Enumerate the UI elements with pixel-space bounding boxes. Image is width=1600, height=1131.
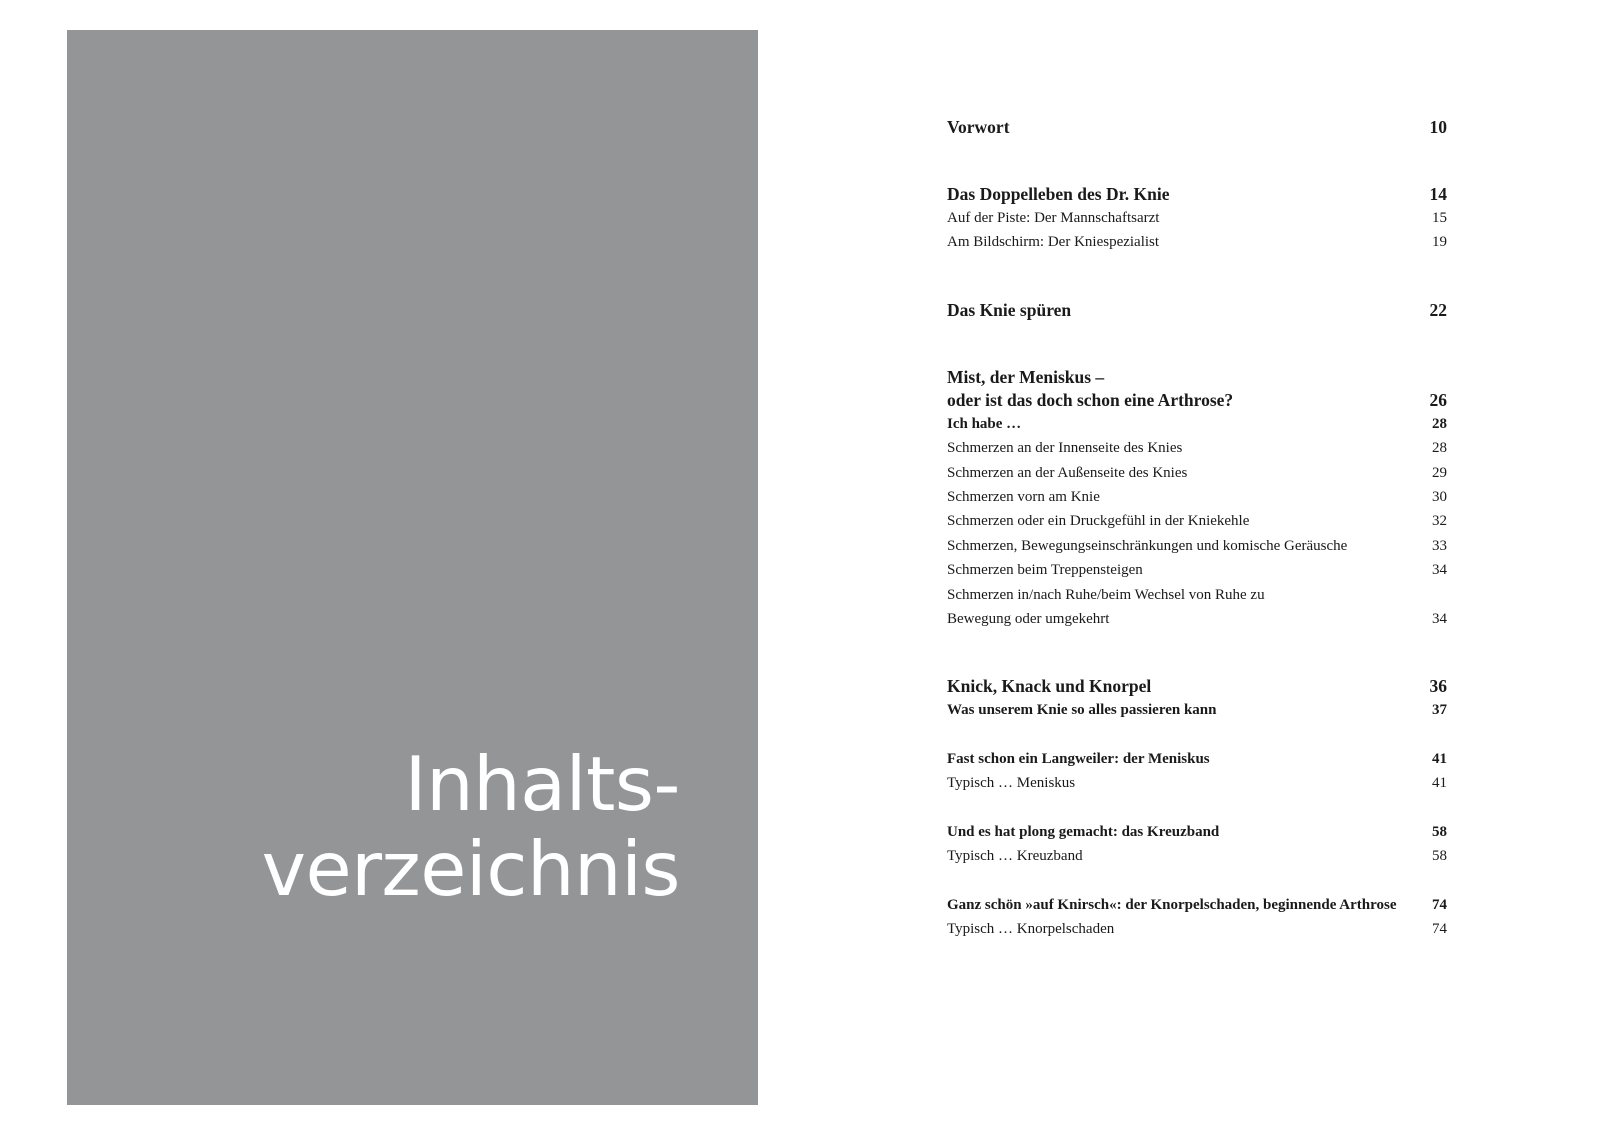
toc-entry-title-line-1: Mist, der Meniskus – xyxy=(947,366,1105,387)
toc-page-number: 22 xyxy=(1429,299,1447,320)
toc-page-number: 26 xyxy=(1429,389,1447,410)
toc-page-number: 14 xyxy=(1429,184,1447,204)
toc-page-number: 15 xyxy=(1432,210,1447,226)
toc-item[interactable] xyxy=(947,558,1447,582)
toc-entry-title: Schmerzen an der Innenseite des Knies xyxy=(947,440,1183,457)
toc-page-number: 33 xyxy=(1432,537,1447,554)
toc-entry-title: Das Knie spüren xyxy=(947,299,1072,320)
toc-chapter-knie-spueren[interactable] xyxy=(947,299,1447,322)
toc-section-kreuzband[interactable] xyxy=(947,820,1447,844)
toc-entry-title: Am Bildschirm: Der Kniespezialist xyxy=(947,234,1160,251)
toc-page-number: 30 xyxy=(1432,489,1447,506)
toc-page-number: 28 xyxy=(1432,440,1447,457)
toc-entry-title: Knick, Knack und Knorpel xyxy=(947,676,1152,697)
toc-item-multiline[interactable] xyxy=(947,583,1447,632)
toc-entry-title-line-2-row xyxy=(947,389,1447,412)
page-title-line-1: Inhalts- xyxy=(404,740,680,828)
toc-item[interactable] xyxy=(947,485,1447,509)
table-of-contents xyxy=(947,116,1447,941)
toc-item[interactable] xyxy=(947,509,1447,533)
toc-item[interactable] xyxy=(947,917,1447,941)
toc-page-number: 29 xyxy=(1432,464,1447,481)
toc-page-number: 37 xyxy=(1432,702,1447,719)
toc-entry-title: Und es hat plong gemacht: das Kreuzband xyxy=(947,823,1220,840)
toc-entry-title: Vorwort xyxy=(947,117,1010,137)
toc-entry-title: Typisch … Meniskus xyxy=(947,775,1076,792)
toc-entry-title: Ich habe … xyxy=(947,415,1022,432)
toc-item[interactable] xyxy=(947,230,1447,254)
toc-entry-title-line-2: oder ist das doch schon eine Arthrose? xyxy=(947,389,1234,410)
toc-page-number: 74 xyxy=(1432,920,1447,937)
toc-page-number: 34 xyxy=(1432,562,1447,579)
toc-entry-title: Was unserem Knie so alles passieren kann xyxy=(947,702,1217,719)
toc-entry-title: Typisch … Kreuzband xyxy=(947,848,1083,865)
toc-entry-title-line-1: Schmerzen in/nach Ruhe/beim Wechsel von Ruhe zu xyxy=(947,586,1265,603)
page-title xyxy=(262,742,680,912)
toc-entry-title: Schmerzen beim Treppensteigen xyxy=(947,562,1143,579)
toc-section-meniskus[interactable] xyxy=(947,747,1447,771)
toc-entry-title: Ganz schön »auf Knirsch«: der Knorpelschaden, beginnende Arthrose xyxy=(947,896,1397,913)
toc-page-number: 28 xyxy=(1432,415,1447,432)
toc-page-number: 41 xyxy=(1432,775,1447,792)
toc-item[interactable] xyxy=(947,206,1447,230)
toc-item[interactable] xyxy=(947,461,1447,485)
toc-page-number: 19 xyxy=(1432,234,1447,251)
toc-chapter-meniskus[interactable] xyxy=(947,366,1447,412)
toc-entry-title-line-2: Bewegung oder umgekehrt xyxy=(947,611,1110,628)
toc-page-number: 41 xyxy=(1432,750,1447,767)
toc-chapter-vorwort[interactable] xyxy=(947,116,1447,139)
toc-entry-title: Fast schon ein Langweiler: der Meniskus xyxy=(947,750,1210,767)
toc-page-number: 58 xyxy=(1432,848,1447,865)
toc-page-number: 10 xyxy=(1429,117,1447,137)
toc-entry-title: Schmerzen vorn am Knie xyxy=(947,489,1100,506)
toc-section-ich-habe[interactable] xyxy=(947,412,1447,436)
toc-section-intro[interactable] xyxy=(947,698,1447,722)
left-title-panel xyxy=(67,30,758,1105)
toc-item[interactable] xyxy=(947,436,1447,460)
toc-entry-title: Typisch … Knorpelschaden xyxy=(947,920,1115,937)
toc-entry-line-2-row xyxy=(947,607,1447,631)
toc-section-knorpelschaden[interactable] xyxy=(947,893,1447,917)
toc-chapter-knorpel[interactable] xyxy=(947,675,1447,698)
toc-entry-title: Das Doppelleben des Dr. Knie xyxy=(947,184,1170,204)
toc-entry-title: Schmerzen an der Außenseite des Knies xyxy=(947,464,1188,481)
toc-item[interactable] xyxy=(947,534,1447,558)
toc-page-number: 32 xyxy=(1432,513,1447,530)
toc-page-number: 34 xyxy=(1432,611,1447,628)
page-title-line-2: verzeichnis xyxy=(261,825,680,913)
toc-chapter-doppelleben[interactable] xyxy=(947,183,1447,206)
toc-entry-line-1-row xyxy=(947,583,1447,607)
toc-page-number: 74 xyxy=(1432,896,1447,913)
toc-entry-title: Schmerzen, Bewegungseinschränkungen und komische Geräusche xyxy=(947,537,1348,554)
toc-entry-title: Schmerzen oder ein Druckgefühl in der Kniekehle xyxy=(947,513,1250,530)
toc-item[interactable] xyxy=(947,844,1447,868)
toc-entry-title: Auf der Piste: Der Mannschaftsarzt xyxy=(947,210,1160,226)
toc-page-number: 36 xyxy=(1429,676,1447,697)
toc-page-number: 58 xyxy=(1432,823,1447,840)
toc-item[interactable] xyxy=(947,771,1447,795)
